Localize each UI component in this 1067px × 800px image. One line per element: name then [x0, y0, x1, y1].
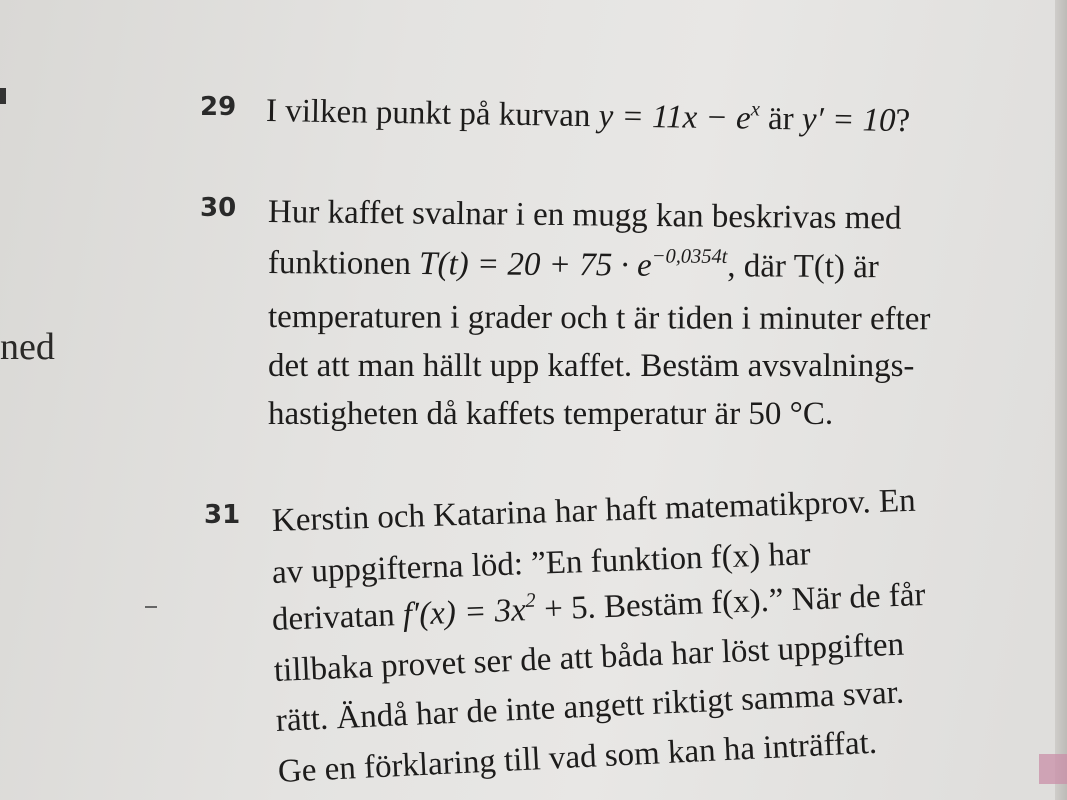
- text-span: är: [759, 100, 803, 138]
- problem-line: av uppgifterna löd: ”En funktion f(x) har: [271, 536, 812, 591]
- text-span: funktionen: [267, 245, 420, 283]
- problem-line: temperaturen i grader och t är tiden i minuter efter: [267, 299, 931, 338]
- problem-line: det att man hällt upp kaffet. Bestäm avsvalnings-: [268, 348, 915, 384]
- problem-line: [266, 95, 911, 138]
- page-edge: [1055, 0, 1067, 800]
- formula: f′(x) = 3x: [402, 592, 527, 633]
- left-margin-text: ned: [0, 326, 55, 368]
- text-span: ?: [895, 102, 911, 140]
- problem-line: Ge en förklaring till vad som kan ha inträffat.: [277, 724, 878, 790]
- margin-dash: [145, 606, 157, 608]
- problem-line: [268, 247, 879, 284]
- text-span: derivatan: [271, 596, 404, 638]
- page-tab-marker: [1039, 754, 1067, 784]
- text-span: + 5. Bestäm f(x).” När de får: [535, 576, 927, 628]
- problem-line: Hur kaffet svalnar i en mugg kan beskrivas med: [267, 194, 902, 237]
- problem-line: [271, 576, 927, 638]
- problem-line: rätt. Ändå har de inte angett riktigt samma svar.: [275, 674, 905, 739]
- text-span: I vilken punkt på kurvan: [265, 93, 599, 135]
- margin-mark: [0, 88, 6, 104]
- problem-number: 29: [200, 92, 237, 122]
- formula: y = 11x − e: [598, 98, 751, 137]
- text-span: , där T(t) är: [727, 248, 879, 286]
- formula: y′ = 10: [801, 101, 896, 139]
- exponent: 2: [524, 589, 537, 612]
- exponent: x: [750, 98, 761, 121]
- problem-line: tillbaka provet ser de att båda har löst uppgiften: [273, 626, 905, 689]
- formula: T(t) = 20 + 75 · e: [419, 246, 652, 284]
- problem-number: 31: [204, 500, 241, 530]
- exponent: −0,0354t: [651, 245, 728, 268]
- problem-line: hastigheten då kaffets temperatur är 50 °C.: [268, 396, 834, 432]
- problem-line: Kerstin och Katarina har haft matematikprov. En: [271, 482, 917, 539]
- problem-number: 30: [200, 193, 237, 223]
